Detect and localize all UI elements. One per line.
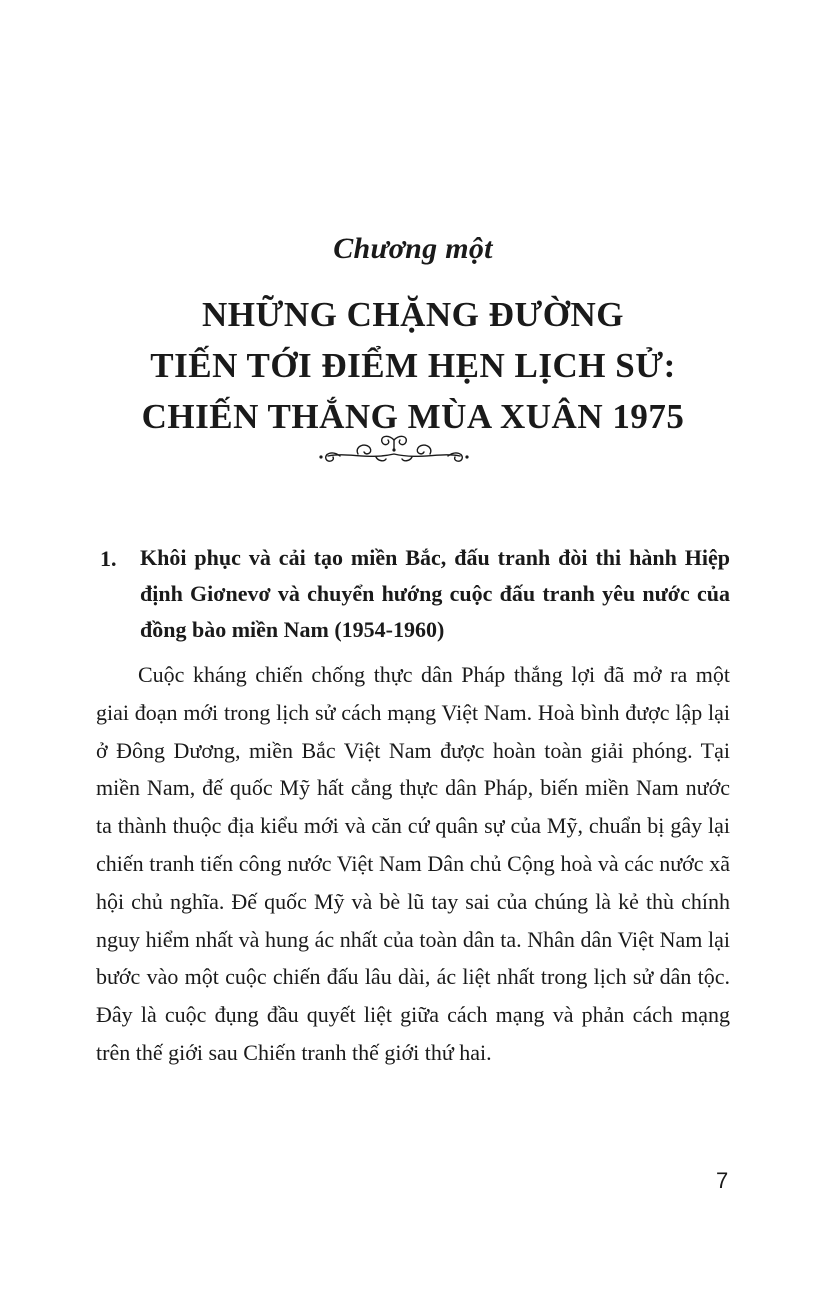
section-heading: Khôi phục và cải tạo miền Bắc, đấu tranh đòi thi hành Hiệp định Giơnevơ và chuyển hướng cuộc đấu tranh yêu nước của đồng bào miền Nam (1954-1960) [140,545,730,642]
chapter-title-line-3: CHIẾN THẮNG MÙA XUÂN 1975 [141,397,685,436]
chapter-title [0,289,826,442]
flourish-ornament-icon [318,430,470,466]
chapter-title-line-2: TIẾN TỚI ĐIỂM HẸN LỊCH SỬ: [150,346,676,385]
page-number: 7 [716,1168,729,1193]
chapter-title-line-1: NHỮNG CHẶNG ĐƯỜNG [202,295,624,334]
section-number: 1. [100,546,117,571]
body-paragraph: Cuộc kháng chiến chống thực dân Pháp thắng lợi đã mở ra một giai đoạn mới trong lịch sử cách mạng Việt Nam. Hoà bình được lập lại ở Đông Dương, miền Bắc Việt Nam được hoàn toàn giải phóng. Tại miền Nam, đế quốc Mỹ hất cẳng thực dân Pháp, biến miền Nam nước ta thành thuộc địa kiểu mới và căn cứ quân sự của Mỹ, chuẩn bị gây lại chiến tranh tiến công nước Việt Nam Dân chủ Cộng hoà và các nước xã hội chủ nghĩa. Đế quốc Mỹ và bè lũ tay sai của chúng là kẻ thù chính nguy hiểm nhất và hung ác nhất của toàn dân ta. Nhân dân Việt Nam lại bước vào một cuộc chiến đấu lâu dài, ác liệt nhất trong lịch sử dân tộc. Đây là cuộc đụng đầu quyết liệt giữa cách mạng và phản cách mạng trên thế giới sau Chiến tranh thế giới thứ hai. [96,662,730,1065]
chapter-label: Chương một [333,232,493,265]
